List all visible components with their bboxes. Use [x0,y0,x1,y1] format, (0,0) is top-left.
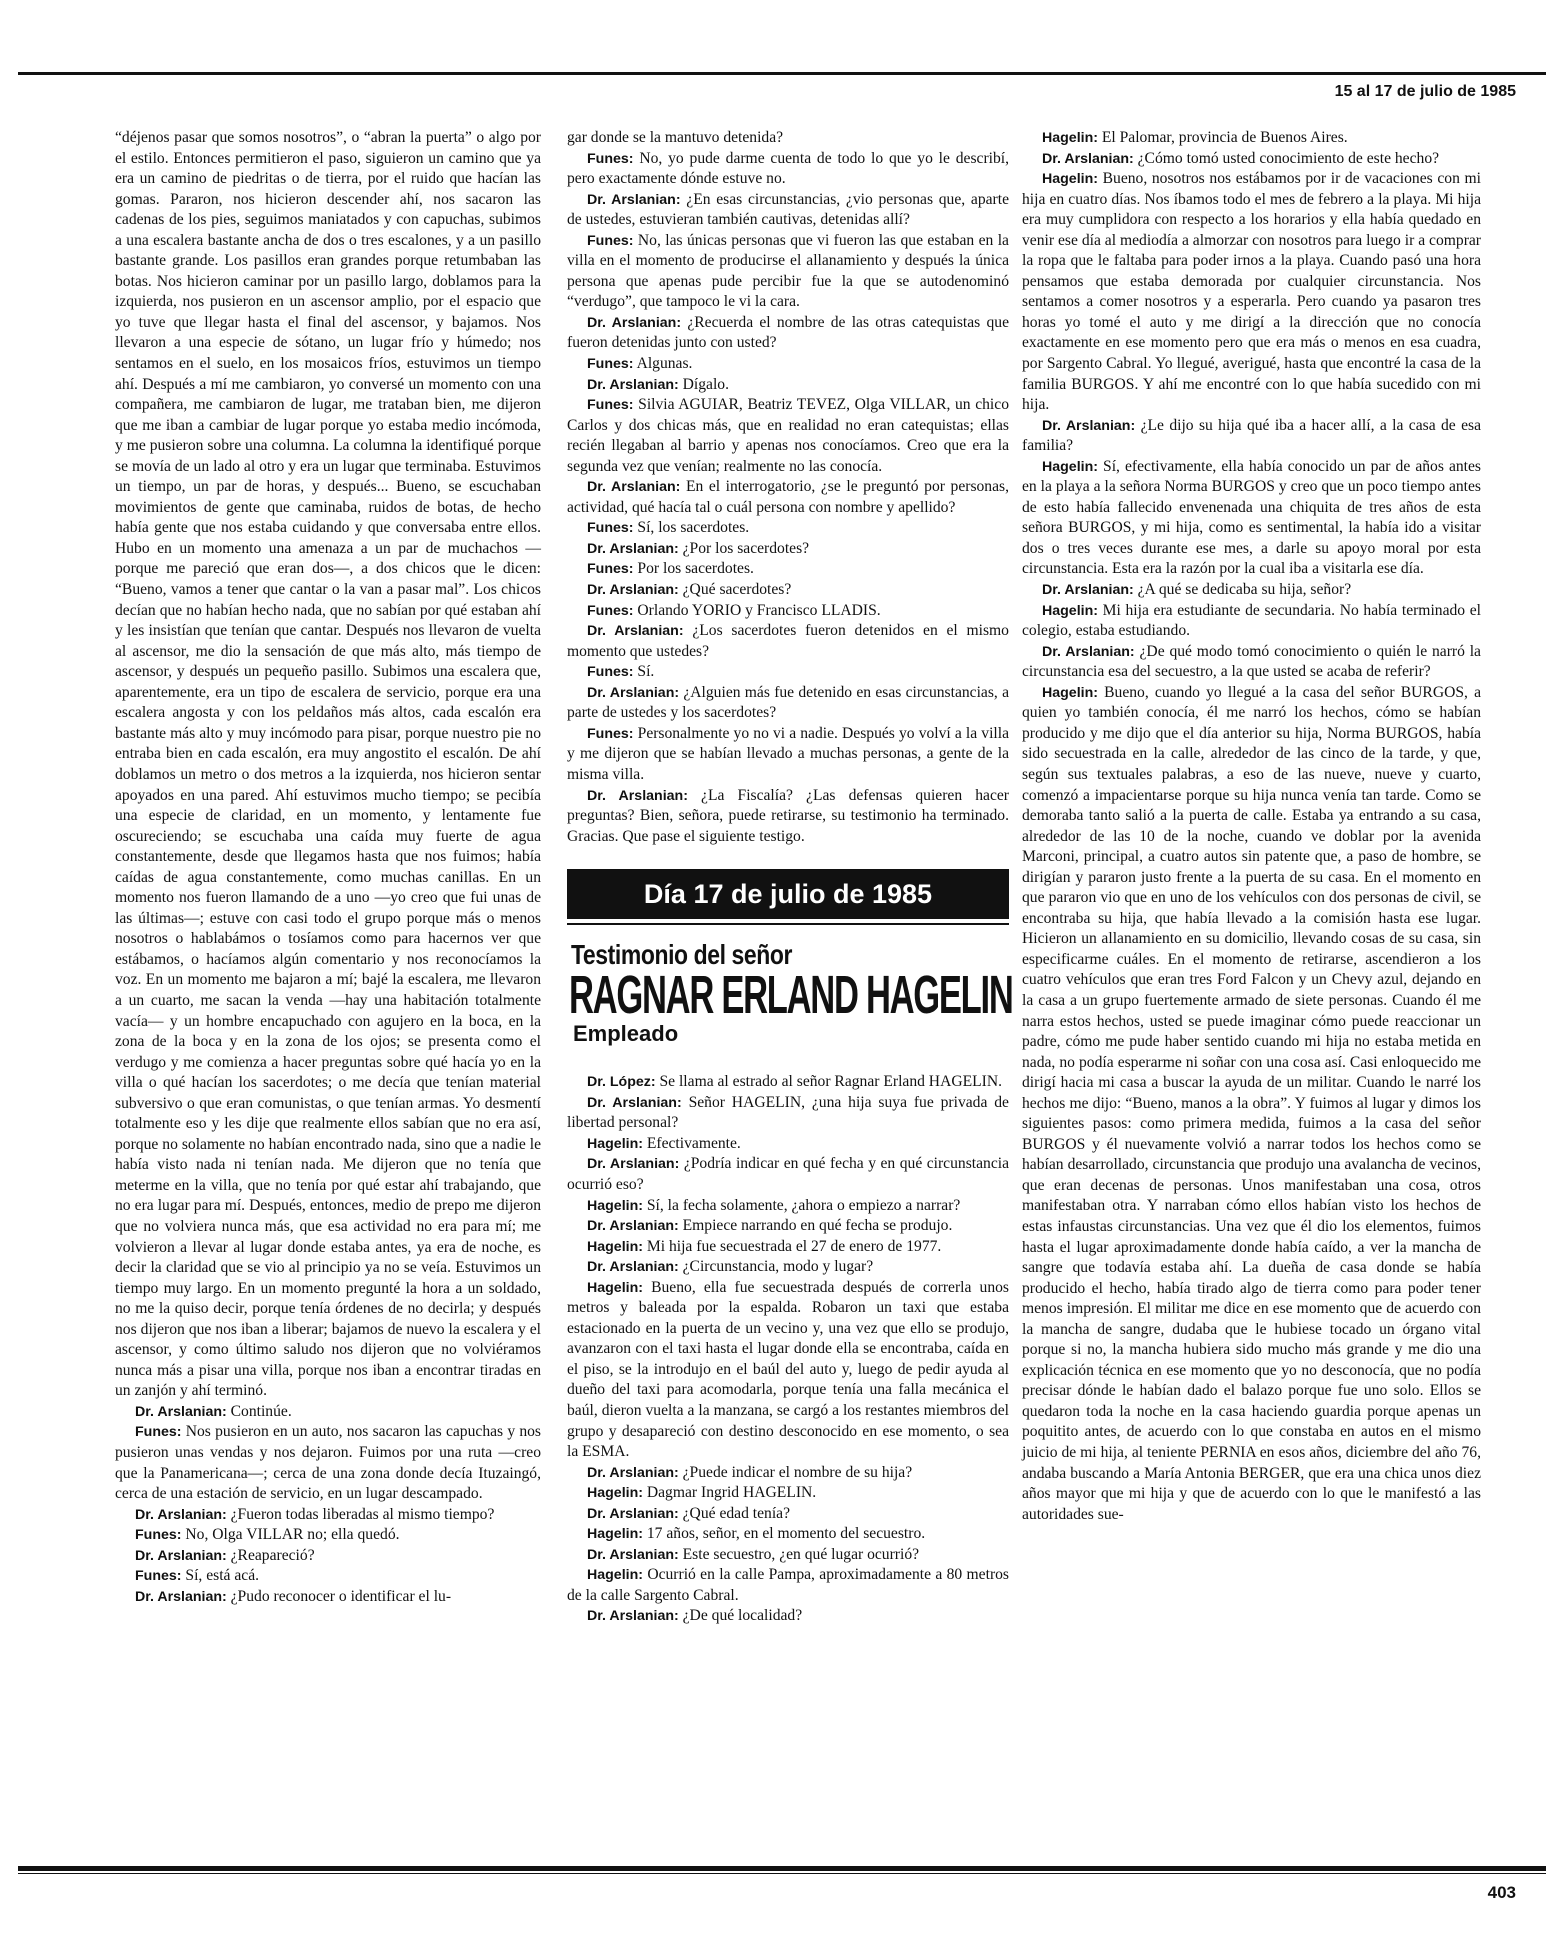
speaker-label: Funes: [587,602,634,619]
paragraph-text: ¿Qué edad tenía? [682,1504,790,1522]
paragraph-text: Mi hija era estudiante de secundaria. No había terminado el colegio, estaba estudiando. [1022,601,1481,640]
transcript-paragraph [567,724,1009,786]
testimony-kicker: Testimonio del señor [571,939,793,971]
paragraph-text: ¿Cómo tomó usted conocimiento de este hecho? [1137,149,1440,167]
speaker-label: Hagelin: [587,1197,643,1214]
speaker-label: Funes: [587,232,634,249]
transcript-paragraph [567,683,1009,724]
paragraph-text: Silvia AGUIAR, Beatriz TEVEZ, Olga VILLAR, un chico Carlos y dos chicas más, que en realidad no eran catequistas; ellas recién llegaban al barrio y apenas nos conocíamos. Creo que era la segunda vez que venían; realmente no las conocía. [567,396,1009,475]
speaker-label: Dr. Arslanian: [1042,643,1135,660]
transcript-paragraph [1022,416,1481,457]
transcript-paragraph [567,1072,1009,1093]
transcript-paragraph [1022,457,1481,580]
transcript-paragraph [1022,149,1481,170]
speaker-label: Dr. Arslanian: [587,191,681,208]
paragraph-text: Continúe. [230,1402,292,1420]
transcript-paragraph [567,1134,1009,1155]
paragraph-text: ¿Puede indicar el nombre de su hija? [682,1463,913,1481]
speaker-label: Dr. Arslanian: [587,1218,679,1235]
paragraph-text: ¿Fueron todas liberadas al mismo tiempo? [230,1505,495,1523]
paragraph-text: Bueno, nosotros nos estábamos por ir de vacaciones con mi hija en cuatro días. Nos íbamos todo el mes de febrero a la playa. Mi hija era muy cumplidora con respecto a los horarios y ella había quedado en venir ese día al mediodía a almorzar con nosotros para luego ir a comprar la ropa que le faltaba para poder irnos a la playa. Cuando pasó una hora pensamos que estaba demorada por cualquier circunstancia. Nos sentamos a comer nosotros y a esperarla. Pero cuando ya pasaron tres horas yo tomé el auto y me dirigí a la dirección que no conocía exactamente en ese momento pero que era más o menos en esa cuadra, por Sargento Cabral. Yo llegué, averigué, hasta que encontré la casa de la familia BURGOS. Y ahí me encontré con lo que había sucedido con mi hija. [1022,170,1481,414]
speaker-label: Dr. Arslanian: [135,1506,227,1523]
footer-rule-thin [18,1873,1546,1874]
speaker-label: Funes: [587,725,634,742]
transcript-paragraph [567,1504,1009,1525]
speaker-label: Dr. Arslanian: [587,1608,679,1625]
speaker-label: Funes: [135,1527,182,1544]
transcript-paragraph [567,601,1009,622]
speaker-label: Funes: [587,150,634,167]
transcript-paragraph [567,477,1009,518]
transcript-paragraph [567,559,1009,580]
witness-role: Empleado [573,1020,679,1046]
transcript-paragraph [567,128,1009,149]
paragraph-text: Sí, está acá. [185,1567,260,1585]
transcript-paragraph [567,580,1009,601]
paragraph-text: ¿Pudo reconocer o identificar el lu- [230,1587,452,1605]
transcript-paragraph [115,1566,541,1587]
transcript-paragraph [567,231,1009,313]
speaker-label: Hagelin: [587,1567,643,1584]
transcript-paragraph [567,190,1009,231]
paragraph-text: ¿Reapareció? [230,1546,315,1564]
header-rule [18,72,1546,75]
transcript-paragraph [567,621,1009,662]
column-2 [567,128,1013,1627]
paragraph-text: No, las únicas personas que vi fueron las que estaban en la villa en el momento de producirse el allanamiento y después la única persona que apenas pude percibir fue la que se autodenominó “verdugo”, que tampoco le vi la cara. [567,231,1009,311]
speaker-label: Funes: [135,1568,182,1585]
paragraph-text: Se llama al estrado al señor Ragnar Erland HAGELIN. [659,1073,1002,1091]
column-2-top [567,128,1009,847]
column-3 [1022,128,1481,1525]
paragraph-text: Dígalo. [682,375,729,393]
transcript-paragraph [115,1546,541,1567]
paragraph-text: ¿Podría indicar en qué fecha y en qué circunstancia ocurrió eso? [567,1155,1009,1193]
paragraph-text: Empiece narrando en qué fecha se produjo. [682,1217,953,1235]
paragraph-text: Bueno, ella fue secuestrada después de correrla unos metros y baleada por la espalda. Robaron un taxi que estaba estacionado en la puerta de un vecino y, una vez que ello se produjo, avanzaron con el taxi hasta el lugar donde ella se encontraba, caída en el piso, se la introdujo en el baúl del auto y, luego de pedir ayuda al dueño del taxi para acomodarla, porque tenía una falla mecánica el baúl, dieron vuelta a la manzana, se cargó a los restantes miembros del grupo y desapareció con destino desconocido en ese momento, o sea la ESMA. [567,1278,1009,1461]
paragraph-text: No, Olga VILLAR no; ella quedó. [185,1526,400,1544]
speaker-label: Hagelin: [587,1135,643,1152]
transcript-paragraph [567,1463,1009,1484]
column-2-bottom [567,1072,1009,1627]
header-date: 15 al 17 de julio de 1985 [1334,83,1516,100]
transcript-paragraph [567,1606,1009,1627]
transcript-paragraph [115,1422,541,1504]
speaker-label: Dr. Arslanian: [135,1403,227,1420]
speaker-label: Hagelin: [1042,458,1098,475]
paragraph-text: Algunas. [636,355,693,373]
speaker-label: Hagelin: [587,1279,643,1296]
paragraph-text: ¿Recuerda el nombre de las otras catequistas que fueron detenidas junto con usted? [567,313,1009,352]
transcript-paragraph [567,1257,1009,1278]
transcript-paragraph [1022,169,1481,416]
speaker-label: Dr. Arslanian: [587,376,679,393]
transcript-paragraph [567,375,1009,396]
transcript-paragraph [115,1587,541,1608]
paragraph-text: Ocurrió en la calle Pampa, aproximadamente a 80 metros de la calle Sargento Cabral. [567,1566,1009,1604]
paragraph-text: En el interrogatorio, ¿se le preguntó por personas, actividad, qué hacía tal o cuál persona con nombre y apellido? [567,478,1009,516]
speaker-label: Funes: [587,397,634,414]
speaker-label: Dr. Arslanian: [135,1547,227,1564]
paragraph-text: ¿Circunstancia, modo y lugar? [682,1258,874,1276]
transcript-paragraph [567,1278,1009,1463]
transcript-paragraph [567,1237,1009,1258]
speaker-label: Dr. López: [587,1074,656,1091]
paragraph-text: ¿De qué localidad? [682,1607,803,1625]
transcript-paragraph [1022,601,1481,642]
transcript-paragraph [115,1525,541,1546]
paragraph-text: Bueno, cuando yo llegué a la casa del señor BURGOS, a quien yo también conocía, él me narró los hechos, cómo se habían producido y me dijo que el día anterior su hija, Norma BURGOS, había sido secuestrada en la calle, alrededor de las cinco de la tarde, y que, según sus textuales palabras, a eso de las nueve, nueve y cuarto, comenzó a impacientarse porque su hija nunca venía tan tarde. Como se demoraba tanto salió a la puerta de calle. Estaba ya entrando a su casa, alrededor de las 10 de la noche, cuando ve doblar por la avenida Marconi, principal, a cuatro autos sin patente que, a paso de hombre, se dirigían y pararon justo frente a la puerta de su casa. En el momento en que pararon vio que en uno de los vehículos con dos personas de civil, se encontraba su hija, que había llevado a la comisión hasta ese lugar. Hicieron un allanamiento en su domicilio, llevando cosas de su casa, sin especificarme cuáles. En el momento de retirarse, ascendieron a los cuatro vehículos que eran tres Ford Falcon y un Chevy azul, dejando en la casa a un grupo fuertemente armado de siete personas. Cuando él me narra estos hechos, usted se puede imaginar cómo puede reaccionar un padre, cómo me pude haber sentido cuando mi hija no estaba metida en nada, no podía esperarme ni soñar con una cosa así. Casi enloquecido me dirigí hacia mi casa a buscar la ayuda de un militar. Cuando le narré los hechos me dijo: “Bueno, manos a la obra”. Y fuimos al lugar y dimos los siguientes pasos: como primera medida, fuimos a la casa del señor BURGOS y él nuevamente volvió a narrar todos los hechos como se habían desarrollado, circunstancia que produjo una avalancha de vecinos, que eran decenas de personas. Unos manifestaban una cosa, otros manifestaban otra. Y narraban cómo ellos habían visto los hechos de estas infaustas circunstancias. Una vez que él dio los elementos, fuimos hasta el lugar aproximadamente donde había caído, a ver la mancha de sangre que todavía estaba ahí. La dueña de casa donde se había producido el hecho, había tirado algo de tierra como para poder tener menos impresión. El militar me dice en ese momento que de acuerdo con la mancha de sangre, dudaba que le hubiese tocado un órgano vital porque si no, la mancha hubiera sido mucho más grande y me dio una explicación técnica en ese momento que yo no desconocía, que no podía precisar dónde le habían dado el balazo porque fue uno solo. Ellos se quedaron toda la noche en la casa haciendo guardia porque apenas un poquitito antes, de acuerdo con lo que constaba en autos en el mismo juicio de mi hija, al teniente PERNIA en esos años, diciembre del año 76, andaba buscando a María Antonia BERGER, que era una chica unos diez años mayor que mi hija y que de acuerdo con lo que le manifestó a las autoridades sue- [1022,683,1482,1523]
paragraph-text: Este secuestro, ¿en qué lugar ocurrió? [682,1545,920,1563]
speaker-label: Dr. Arslanian: [587,1464,679,1481]
speaker-label: Funes: [135,1424,182,1441]
transcript-paragraph [115,128,541,1402]
paragraph-text: Mi hija fue secuestrada el 27 de enero de 1977. [646,1237,942,1255]
speaker-label: Dr. Arslanian: [135,1588,227,1605]
transcript-paragraph [1022,580,1481,601]
speaker-label: Dr. Arslanian: [587,1094,682,1111]
witness-name: RAGNAR ERLAND HAGELIN [569,964,1013,1025]
paragraph-text: “déjenos pasar que somos nosotros”, o “abran la puerta” o algo por el estilo. Entonces permitieron el paso, siguieron un camino que ya era un camino de piedritas o de tierra, por el ruido que hacían las gomas. Pararon, nos hicieron descender ahí, nos sacaron las cadenas de los pies, seguimos maniatados y con capuchas, subimos a una escalera bastante ancha de dos o tres escalones, y a un pasillo bastante grande. Los pasillos eran grandes porque retumbaban las botas. Nos hicieron caminar por un pasillo largo, doblamos para la izquierda, nos pusieron en un ascensor amplio, por el espacio que yo tuve que llegar hasta el final del ascensor, y bajamos. Nos llevaron a una especie de sótano, un lugar frío y húmedo; nos sentamos en el suelo, en los mosaicos fríos, estuvimos un tiempo ahí. Después a mí me cambiaron, yo conversé un momento con una compañera, me cambiaron de lugar, me trataban bien, me dijeron que me iban a cambiar de lugar porque yo estaba medio incómoda, y me pusieron sobre una columna. La columna la identifiqué porque se movía de un lado al otro y era un lugar que terminaba. Estuvimos un tiempo, un par de horas, y después... Bueno, se escuchaban movimientos de gente que caminaba, ruidos de botas, de hecho había gente que nos estaba cuidando y que conversaba entre ellos. Hubo en un momento una amenaza a un par de muchachos —porque me pareció que eran dos—, a dos chicos que le dicen: “Bueno, vamos a tener que cantar o la van a pasar mal”. Los chicos decían que no habían hecho nada, que no sabían por qué estaban ahí y les insistían que tenían que cantar. Después nos llevaron de vuelta al ascensor, me dio la sensación de que más alto, más tiempo de ascensor, y después un pequeño pasillo. Subimos una escalera que, aparentemente, era un tipo de escalera de servicio, porque era una escalera angosta y con los peldaños más altos, cada escalón era bastante más alto y muy incómodo para pisar, porque nuestro pie no entraba bien en cada escalón, era muy angostito el escalón. De ahí doblamos un metro o dos metros a la izquierda, nos hicieron sentar apoyados en una pared. Ahí estuvimos mucho tiempo; se pecibía una especie de claridad, en un momento, y lentamente fue oscureciendo; se escuchaba una caída muy fuerte de agua constantemente, desde que llegamos hasta que nos fuimos; había caídas de agua constantemente, como muchas canillas. En un momento nos fueron llamando de a uno —yo creo que fui unas de las últimas—; estuve con casi todo el grupo porque más o menos nosotros o hablabámos o tosíamos como para hacernos ver que estábamos, o hacíamos algún comentario y nos reconocíamos la voz. En un momento me bajaron a mí; bajé la escalera, me llevaron a un cuarto, me sacan la venda —hay una habitación totalmente vacía— y un hombre encapuchado con agujero en la boca, en la zona de la boca y en la zona de los ojos; se presenta como el verdugo y me comienza a hacer preguntas sobre qué hacía yo en la villa o qué hacían los sacerdotes; o me decía que tenían material subversivo o que eran comunistas, o que tenían armas. Yo desmentí totalmente eso y les dije que realmente ellos sabían que no era así, porque no solamente no habían encontrado nada, sino que a nadie le había visto nada ni tenían nada. Me dijeron que no tenía que meterme en la villa, que no tenía por qué estar ahí trabajando, que no era lugar para mí. Después, entonces, medio de prepo me dijeron que no volviera nunca más, que esa actividad no era para mí; me volvieron a llevar al lugar donde estaba antes, ya era de noche, es decir la claridad que se vio al principio ya no se veía. Estuvimos un tiempo muy largo. En un momento pregunté la hora a un soldado, no me la quiso decir, porque tenía órdenes de no decirla; y después nos dijeron que nos iban a liberar; bajamos de nuevo la escalera y el ascensor, y como último saludo nos dijeron que no volviéramos nunca más a pisar una villa, porque nos iban a encontrar tiradas en un zanjón y ahí terminó. [115,129,541,1400]
paragraph-text: No, yo pude darme cuenta de todo lo que yo le describí, pero exactamente dónde estuve no. [567,149,1010,188]
speaker-label: Dr. Arslanian: [587,314,682,331]
paragraph-text: ¿Qué sacerdotes? [682,581,792,599]
transcript-paragraph [115,1402,541,1423]
speaker-label: Dr. Arslanian: [1042,417,1136,434]
column-1 [115,128,541,1607]
transcript-paragraph [567,1483,1009,1504]
paragraph-text: ¿A qué se dedicaba su hija, señor? [1137,581,1352,599]
transcript-paragraph [567,1565,1009,1606]
paragraph-text: Orlando YORIO y Francisco LLADIS. [637,601,881,619]
paragraph-text: Nos pusieron en un auto, nos sacaron las capuchas y nos pusieron unas vendas y nos dejaron. Fuimos por una ruta —creo que la Panamericana—; cerca de una zona donde decía Ituzaingó, cerca de una estación de servicio, en un lugar descampado. [115,1423,541,1503]
paragraph-text: gar donde se la mantuvo detenida? [567,129,784,146]
speaker-label: Funes: [587,520,634,537]
speaker-label: Funes: [587,664,634,681]
paragraph-text: ¿Le dijo su hija qué iba a hacer allí, a la casa de esa familia? [1022,416,1481,455]
transcript-paragraph [1022,683,1481,1525]
transcript-paragraph [567,786,1009,848]
paragraph-text: Señor HAGELIN, ¿una hija suya fue privada de libertad personal? [567,1093,1009,1132]
speaker-label: Hagelin: [1042,130,1098,146]
transcript-paragraph [1022,642,1481,683]
transcript-paragraph [567,1524,1009,1545]
speaker-label: Hagelin: [587,1238,643,1255]
speaker-label: Hagelin: [1042,171,1098,188]
speaker-label: Dr. Arslanian: [587,582,679,599]
speaker-label: Hagelin: [587,1526,643,1543]
transcript-paragraph [567,662,1009,683]
paragraph-text: ¿Los sacerdotes fueron detenidos en el mismo momento que ustedes? [567,622,1009,660]
paragraph-text: Efectivamente. [646,1134,741,1152]
speaker-label: Funes: [587,356,634,373]
paragraph-text: ¿En esas circunstancias, ¿vio personas que, aparte de ustedes, estuvieran también cautivas, detenidas allí? [567,190,1009,229]
transcript-paragraph [567,313,1009,354]
speaker-label: Dr. Arslanian: [1042,582,1134,599]
paragraph-text: Sí, la fecha solamente, ¿ahora o empiezo a narrar? [646,1196,961,1214]
speaker-label: Dr. Arslanian: [587,1505,679,1522]
transcript-paragraph [567,1093,1009,1134]
paragraph-text: 17 años, señor, en el momento del secuestro. [646,1525,926,1543]
speaker-label: Hagelin: [587,1485,643,1502]
speaker-label: Funes: [587,561,634,578]
speaker-label: Dr. Arslanian: [587,1156,680,1173]
transcript-paragraph [567,1216,1009,1237]
transcript-paragraph [567,395,1009,477]
footer-rule [18,1866,1546,1871]
section-rule [567,923,1009,925]
speaker-label: Dr. Arslanian: [587,684,680,701]
transcript-paragraph [1022,128,1481,149]
transcript-paragraph [567,1196,1009,1217]
paragraph-text: ¿Alguien más fue detenido en esas circunstancias, a parte de ustedes y los sacerdotes? [567,683,1009,722]
transcript-paragraph [567,539,1009,560]
transcript-paragraph [567,149,1009,190]
paragraph-text: Dagmar Ingrid HAGELIN. [646,1484,817,1502]
paragraph-text: Sí, efectivamente, ella había conocido un par de años antes en la playa a la señora Norma BURGOS y creo que un poco tiempo antes de esto había fallecido envenenada una chiquita de tres años de esta señora BURGOS, y mi hija, como es sentimental, la había ido a visitar dos o tres veces durante ese mes, a darle su apoyo moral por esta circunstancia. Esta era la razón por la cual iba a visitarla ese día. [1022,457,1481,578]
speaker-label: Dr. Arslanian: [1042,150,1134,167]
speaker-label: Dr. Arslanian: [587,1546,679,1563]
paragraph-text: Personalmente yo no vi a nadie. Después yo volví a la villa y me dijeron que se habían llevado a muchas personas, a gente de la misma villa. [567,724,1009,783]
transcript-paragraph [567,354,1009,375]
page-number: 403 [1487,1883,1516,1902]
speaker-label: Dr. Arslanian: [587,1259,679,1276]
transcript-paragraph [567,1545,1009,1566]
paragraph-text: Por los sacerdotes. [637,560,754,578]
speaker-label: Dr. Arslanian: [587,787,688,804]
transcript-paragraph [567,1154,1009,1195]
speaker-label: Dr. Arslanian: [587,623,684,640]
speaker-label: Hagelin: [1042,684,1098,701]
transcript-paragraph [567,518,1009,539]
paragraph-text: ¿De qué modo tomó conocimiento o quién le narró la circunstancia esa del secuestro, a la que usted se acaba de referir? [1022,642,1481,681]
paragraph-text: Sí, los sacerdotes. [637,519,750,537]
paragraph-text: Sí. [637,663,655,681]
speaker-label: Dr. Arslanian: [587,540,679,557]
paragraph-text: ¿Por los sacerdotes? [682,539,810,557]
paragraph-text: ¿La Fiscalía? ¿Las defensas quieren hacer preguntas? Bien, señora, puede retirarse, su testimonio ha terminado. Gracias. Que pase el siguiente testigo. [567,786,1009,845]
day-banner: Día 17 de julio de 1985 [567,869,1009,919]
speaker-label: Dr. Arslanian: [587,479,681,496]
paragraph-text: El Palomar, provincia de Buenos Aires. [1101,129,1348,146]
speaker-label: Hagelin: [1042,602,1098,619]
transcript-paragraph [115,1505,541,1526]
